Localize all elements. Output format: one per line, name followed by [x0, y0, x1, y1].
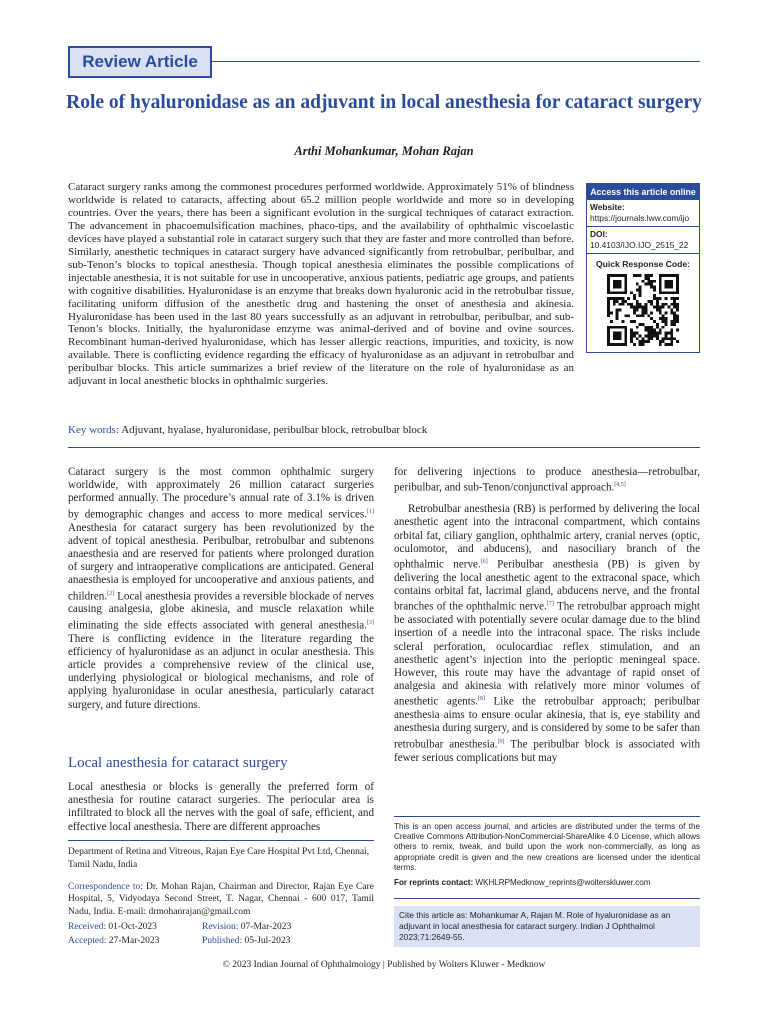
citation-3[interactable]: [3] — [367, 619, 374, 626]
accepted-label: Accepted: — [68, 936, 107, 946]
article-title: Role of hyaluronidase as an adjuvant in local anesthesia for cataract surgery — [66, 92, 702, 113]
website-link[interactable]: https://journals.lww.com/ijo — [590, 213, 690, 223]
header-rule — [212, 61, 700, 62]
keywords — [68, 424, 700, 436]
published-date: 05-Jul-2023 — [244, 936, 291, 946]
keywords-label: Key words: — [68, 424, 120, 436]
doi-link[interactable]: 10.4103/IJO.IJO_2515_22 — [590, 240, 689, 250]
revision-date: 07-Mar-2023 — [240, 922, 292, 932]
affiliation — [68, 846, 374, 919]
retrobulbar-paragraph: Retrobulbar anesthesia (RB) is performed by delivering the local anesthetic agent into the intraconal compartment, which contains orbital fat, ciliary ganglion, ophthalmic artery, cranial nerves (optic, oculomotor, and abducens), and nasociliary branch of the ophthalmic nerve.[6] Peribulbar anesthesia (PB) is given by delivering the local anesthetic agent to the extraconal space, which contains orbital fat, lacrimal gland, abducens nerve, and the frontal branches of the ophthalmic nerve.[7] The retrobulbar approach might be associated with potentially severe ocular damage due to the blind insertion of a needle into the intraconal space. The risks include scleral perforation, oculocardiac reflex stimulation, and an anesthetic agent’s injection into the perioptic meningeal space. However, this route may have the advantage of rapid onset of analgesia and akinesia with relatively more minor volumes of anesthetic agents.[8] Like the retrobulbar approach; peribulbar anesthesia aims to ensure ocular akinesia, that is, eye stability and anesthesia during surgery, and is considered by some to be safer than retrobulbar anesthesia.[9] The peribulbar block is associated with fewer serious complications but may — [394, 503, 700, 764]
section-paragraph: Local anesthesia or blocks is generally the preferred form of anesthesia for routine cataract surgeries. The periocular area is infiltrated to block all the nerves with the goal of safe, efficient, and effective local anesthesia. There are different approaches — [68, 781, 374, 833]
article-type-badge: Review Article — [68, 46, 212, 78]
body-left-intro — [68, 466, 374, 712]
qr-code-graphic — [607, 274, 679, 346]
qr-label: Quick Response Code: — [595, 259, 691, 269]
website-row — [587, 200, 699, 227]
received-date: 01-Oct-2023 — [108, 922, 157, 932]
doi-label: DOI: — [590, 229, 608, 239]
reprints-contact — [394, 878, 700, 888]
body-left-section — [68, 781, 374, 834]
received-label: Received: — [68, 922, 106, 932]
page-footer: © 2023 Indian Journal of Ophthalmology | Published by Wolters Kluwer - Medknow — [222, 960, 546, 970]
access-article-box — [586, 183, 700, 353]
license-notice: This is an open access journal, and articles are distributed under the terms of the Creative Commons Attribution-NonCommercial-ShareAlike 4.0 License, which allows others to remix, tweak, and build upon the work non-commercially, as long as appropriate credit is given and the new creations are licensed under the identical terms. — [394, 822, 700, 872]
citation-9[interactable]: [9] — [497, 738, 505, 745]
dates — [68, 920, 374, 948]
website-label: Website: — [590, 202, 625, 212]
citation-7[interactable]: [7] — [546, 601, 554, 608]
section-heading: Local anesthesia for cataract surgery — [68, 755, 288, 771]
qr-code-icon[interactable] — [607, 274, 679, 346]
article-authors: Arthi Mohankumar, Mohan Rajan — [294, 144, 474, 158]
body-right — [394, 466, 700, 765]
keywords-divider — [68, 447, 700, 448]
reprints-label: For reprints contact: — [394, 878, 474, 887]
abstract: Cataract surgery ranks among the commonest procedures performed worldwide. Approximately 51% of blindness worldwide is related to cataracts, affecting about 65.2 million people worldwide and more so in developing countries. Over the years, there has been a significant evolution in the surgical techniques of cataract extraction. The advancement in phacoemulsification machines, phaco-tips, and the availability of ophthalmic viscoelastic devices have played a substantial role in cataract surgery such that they are faster and more controlled than before. Similarly, anesthetic techniques in cataract surgery have advanced significantly from retrobulbar, peribulbar, and sub-Tenon’s blocks to topical anesthesia. Though topical anesthesia eliminates the possible complications of injectable anesthesia, it is not suitable for use in uncooperative, anxious patients, pediatric age groups, and patients with cognitive disabilities. Hyaluronidase is an enzyme that breaks down hyaluronic acid in the retrobulbar tissue, facilitating uniform diffusion of the anesthetic drug and hastening the onset of anesthesia and akinesia. Hyaluronidase has been used in the last 80 years successfully as an adjuvant in retrobulbar, peribulbar, and sub-Tenon’s blocks. Initially, the hyaluronidase enzyme was animal-derived and of bovine and ovine sources. Recombinant human-derived hyaluronidase, which has lesser allergic reactions, impurities, and toxicity, is now available. There is conflicting evidence regarding the efficacy of hyaluronidase as an adjuvant in retrobulbar and peribulbar blocks. This article summarizes a brief review of the literature on the role of hyaluronidase as an adjuvant in local anesthetic blocks in ophthalmic surgeries. — [68, 181, 574, 388]
revision-label: Revision: — [202, 922, 239, 932]
license-divider — [394, 816, 700, 817]
reprints-email[interactable]: WKHLRPMedknow_reprints@wolterskluwer.com — [473, 878, 651, 887]
access-box-heading: Access this article online — [587, 184, 699, 200]
published-label: Published: — [202, 936, 243, 946]
correspondence-label: Correspondence to: — [68, 881, 143, 892]
intro-paragraph: Cataract surgery is the most common ophthalmic surgery worldwide, with approximately 26 million cataract surgeries performed annually. The procedure’s annual rate of 3.1% is driven by demographic changes and access to more medical services.[1] Anesthesia for cataract surgery has been revolutionized by the advent of topical anesthesia. Peribulbar, retrobulbar and subtenons anaesthesia and are reserved for patients where prolonged duration of surgery and intraoperative complications are anticipated. General anaesthesia is employed for uncooperative and anxious patients, and children.[2] Local anesthesia provides a reversible blockade of nerves causing analgesia, globe akinesia, and muscle relaxation while eliminating the side effects associated with general anesthesia.[3] There is conflicting evidence in the literature regarding the efficiency of hyaluronidase as an adjunct in ocular anesthesia. This article provides a comprehensive review of the clinical use, underlying physiological or biological mechanisms, and role of applying hyaluronidase in ocular anesthesia, particularly cataract surgery, and future directions. — [68, 466, 374, 711]
cite-divider — [394, 898, 700, 899]
keywords-text: Adjuvant, hyalase, hyaluronidase, peribulbar block, retrobulbar block — [121, 424, 428, 436]
department: Department of Retina and Vitreous, Rajan Eye Care Hospital Pvt Ltd, Chennai, Tamil Nadu, India — [68, 847, 370, 870]
approaches-paragraph: for delivering injections to produce anesthesia—retrobulbar, peribulbar, and sub-Tenon/conjunctival approach.[4,5] — [394, 466, 700, 494]
affiliation-divider — [68, 840, 374, 841]
correspondence: Correspondence to: Dr. Mohan Rajan, Chairman and Director, Rajan Eye Care Hospital, 5, Vidyodaya Second Street, T. Nagar, Chennai - 600 017, Tamil Nadu, India. E-mail: drmohanrajan@gmail.com — [68, 881, 374, 918]
cite-box: Cite this article as: Mohankumar A, Rajan M. Role of hyaluronidase as an adjuvant in local anesthesia for cataract surgery. Indian J Ophthalmol 2023;71:2649-55. — [394, 906, 700, 947]
citation-1[interactable]: [1] — [367, 508, 374, 515]
doi-row — [587, 227, 699, 254]
accepted-date: 27-Mar-2023 — [108, 936, 160, 946]
citation-4-5[interactable]: [4,5] — [614, 482, 626, 489]
citation-6[interactable]: [6] — [480, 558, 488, 565]
citation-2[interactable]: [2] — [107, 590, 115, 597]
citation-8[interactable]: [8] — [477, 696, 485, 703]
